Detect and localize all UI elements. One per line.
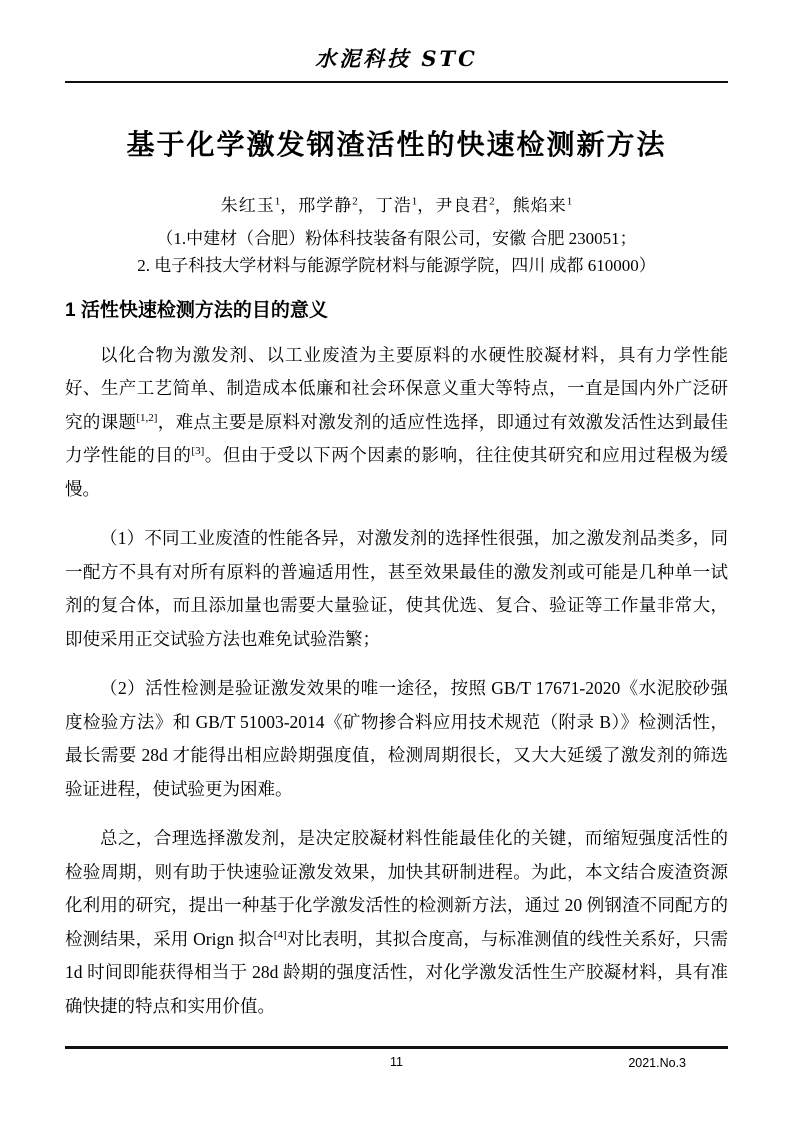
section-heading: 1 活性快速检测方法的目的意义: [65, 300, 328, 321]
footer-page-number: 11: [390, 1055, 403, 1069]
text-segment: ，尹良君: [417, 196, 490, 215]
text-segment: 总之，合理选择激发剂，是决定胶凝材料性能最佳化的关键，而缩短强度活性的检验周期，则有助于快速验证激发效果，加快其研制进程。为此，本文结合废渣资源化利用的研究，提出一种基于化学激发活性的检测新方法，通过 20 例钢渣不同配方的检测结果，采用 Orign 拟合: [65, 828, 728, 949]
article-title: 基于化学激发钢渣活性的快速检测新方法: [126, 129, 667, 160]
text-segment: （1）不同工业废渣的性能各异，对激发剂的选择性很强，加之激发剂品类多，同一配方不具有对所有原料的普遍适用性，甚至效果最佳的激发剂或可能是几种单一试剂的复合体，而且添加量也需要大量验证，使其优选、复合、验证等工作量非常大，即使采用正交试验方法也难免试验浩繁；: [65, 528, 728, 649]
superscript-ref: [1,2]: [136, 411, 158, 424]
footer-issue-label: 2021.No.3: [628, 1056, 686, 1070]
header-rule: [65, 81, 728, 83]
affiliation-line-1: （1.中建材（合肥）粉体科技装备有限公司，安徽 合肥 230051；: [156, 229, 637, 248]
text-segment: 朱红玉: [220, 196, 275, 215]
page-footer: [65, 1046, 728, 1071]
affiliations-block: [65, 225, 728, 279]
superscript-ref: 1: [274, 195, 281, 208]
superscript-ref: 1: [411, 195, 418, 208]
body-paragraphs: [65, 339, 728, 1024]
text-segment: ，丁浩: [357, 196, 412, 215]
text-segment: 以化合物为激发剂、以工业废渣为主要原料的水硬性胶凝材料，具有力学性能好、生产工艺简单、制造成本低廉和社会环保意义重大等特点，一直是国内外广泛研究的课题: [65, 344, 728, 432]
body-paragraph: [65, 339, 728, 507]
text-segment: ，邢学静: [280, 196, 353, 215]
text-segment: （2）活性检测是验证激发效果的唯一途径，按照 GB/T 17671-2020《水泥胶砂强度检验方法》和 GB/T 51003-2014《矿物掺合料应用技术规范（附录 B）》检测活性，最长需要 28d 才能得出相应龄期强度值，检测周期很长，又大大延缓了激发剂的筛选验证进程，使试验更为困难。: [65, 678, 728, 799]
superscript-ref: 2: [352, 195, 358, 208]
text-segment: ，难点主要是原料对激发剂的适应性选择，即通过有效激发活性达到最佳力学性能的目的: [65, 411, 729, 466]
text-segment: ，熊焰来: [494, 196, 567, 215]
text-segment: 。但由于受以下两个因素的影响，往往使其研究和应用过程极为缓慢。: [65, 445, 728, 499]
page-content: [65, 0, 728, 1023]
superscript-ref: 1: [566, 195, 573, 208]
affiliation-line-2: 2. 电子科技大学材料与能源学院材料与能源学院，四川 成都 610000）: [137, 256, 656, 275]
text-segment: 对比表明，其拟合度高，与标准测值的线性关系好，只需 1d 时间即能获得相当于 28d 龄期的强度活性，对化学激发活性生产胶凝材料，具有准确快捷的特点和实用价值。: [65, 928, 729, 1016]
superscript-ref: 2: [489, 195, 495, 208]
body-paragraph: [65, 822, 728, 1023]
footer-row: [65, 1053, 728, 1071]
superscript-ref: [4]: [273, 928, 287, 941]
authors-line: [65, 194, 728, 217]
superscript-ref: [3]: [191, 445, 205, 458]
body-paragraph: [65, 522, 728, 656]
journal-header-title: 水泥科技 STC: [315, 46, 478, 71]
footer-rule: [65, 1046, 728, 1049]
body-paragraph: [65, 672, 728, 806]
